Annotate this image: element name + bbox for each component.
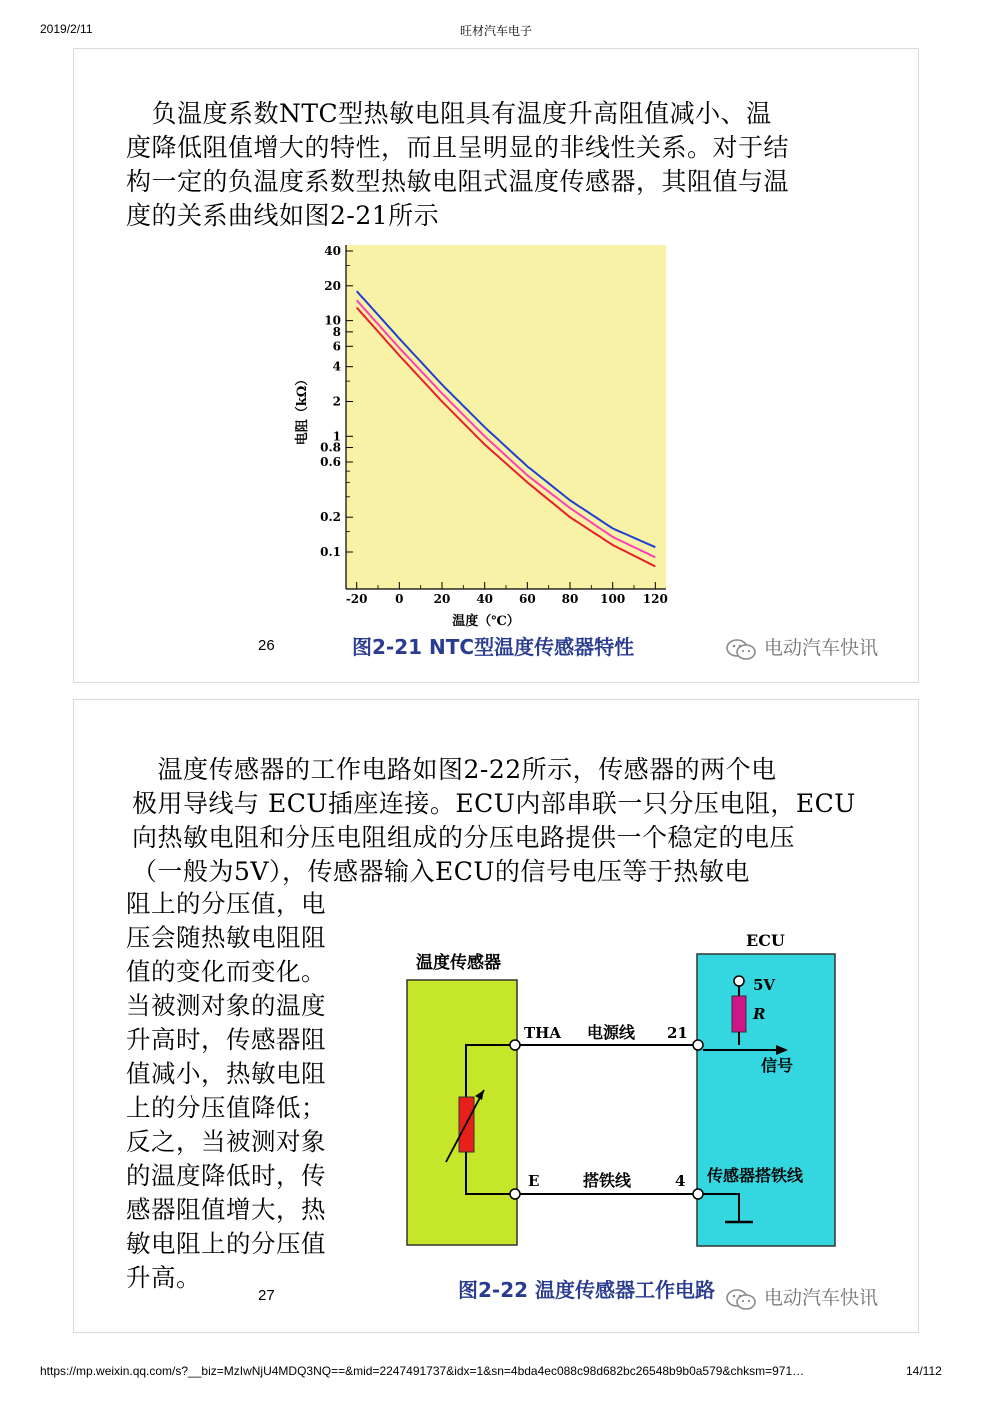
x-tick-label: -20 <box>345 592 368 606</box>
y-tick-label: 20 <box>324 278 341 293</box>
y-tick-label: 0.8 <box>320 440 341 455</box>
paragraph-line: （一般为5V），传感器输入ECU的信号电压等于热敏电 <box>132 857 750 886</box>
x-tick-label: 100 <box>600 592 626 606</box>
x-tick-label: 40 <box>476 592 494 606</box>
sensor-ground-label: 传感器搭铁线 <box>707 1166 804 1185</box>
side-text-line: 当被测对象的温度 <box>126 991 326 1020</box>
side-text-line: 的温度降低时，传 <box>126 1161 326 1190</box>
side-text-line: 反之，当被测对象 <box>126 1127 326 1156</box>
y-tick-label: 6 <box>332 339 341 354</box>
y-tick-label: 10 <box>324 313 341 328</box>
watermark-text: 电动汽车快讯 <box>764 637 879 659</box>
x-tick-label: 20 <box>433 592 451 606</box>
y-tick-label: 2 <box>332 394 341 409</box>
side-text-line: 压会随热敏电阻阻 <box>126 923 326 952</box>
chart-plot-area <box>346 245 666 589</box>
tha-terminal <box>510 1040 520 1050</box>
y-tick-label: 8 <box>332 324 341 339</box>
slide-27 <box>73 699 919 1333</box>
wechat-icon <box>724 637 758 661</box>
side-text-line: 值减小，热敏电阻 <box>126 1059 326 1088</box>
watermark <box>724 633 878 661</box>
ecu-box <box>697 954 835 1246</box>
slide1-paragraph <box>126 97 789 233</box>
chart-x-label: 温度（℃） <box>452 614 520 629</box>
side-text-line: 阻上的分压值，电 <box>126 889 326 918</box>
side-text-line: 感器阻值增大，热 <box>126 1195 326 1224</box>
x-tick-label: 80 <box>561 592 579 606</box>
slide-26 <box>73 48 919 683</box>
paragraph-line: 负温度系数NTC型热敏电阻具有温度升高阻值减小、温 <box>126 99 772 128</box>
wechat-icon <box>724 1287 758 1311</box>
watermark <box>724 1283 878 1311</box>
y-tick-label: 0.1 <box>320 545 341 559</box>
side-text-line: 值的变化而变化。 <box>126 957 326 986</box>
side-text-line: 敏电阻上的分压值 <box>126 1229 326 1258</box>
ntc-chart <box>74 239 920 684</box>
x-tick-label: 0 <box>395 592 404 606</box>
x-tick-label: 120 <box>642 592 668 606</box>
power-wire-label: 电源线 <box>587 1023 636 1042</box>
pin21-label: 21 <box>667 1024 688 1042</box>
side-text-line: 升高。 <box>126 1263 201 1292</box>
figure-caption: 图2-21 NTC型温度传感器特性 <box>352 635 635 659</box>
divider-resistor <box>732 996 746 1032</box>
e-label: E <box>528 1172 540 1190</box>
sensor-label: 温度传感器 <box>416 953 501 973</box>
page-number: 26 <box>258 637 275 654</box>
side-text-line: 升高时，传感器阻 <box>126 1025 326 1054</box>
sensor-circuit-diagram <box>74 700 920 1334</box>
paragraph-line: 温度传感器的工作电路如图2-22所示，传感器的两个电 <box>132 755 777 784</box>
print-title: 旺材汽车电子 <box>459 24 532 38</box>
y-tick-label: 0.6 <box>320 454 341 469</box>
paragraph-line: 极用导线与 ECU插座连接。ECU内部串联一只分压电阻，ECU <box>132 789 856 818</box>
pin4-terminal <box>693 1189 703 1199</box>
x-tick-label: 60 <box>518 592 536 606</box>
supply-label: 5V <box>753 976 776 994</box>
paragraph-line: 向热敏电阻和分压电阻组成的分压电路提供一个稳定的电压 <box>132 823 796 852</box>
ground-wire-label: 搭铁线 <box>583 1171 632 1190</box>
paragraph-line: 度降低阻值增大的特性，而且呈明显的非线性关系。对于结 <box>126 133 790 162</box>
y-tick-label: 1 <box>332 429 341 444</box>
side-text-line: 上的分压值降低； <box>126 1093 326 1122</box>
paragraph-line: 构一定的负温度系数型热敏电阻式温度传感器，其阻值与温 <box>126 167 790 196</box>
watermark-text: 电动汽车快讯 <box>764 1287 879 1309</box>
tha-label: THA <box>524 1024 561 1042</box>
e-terminal <box>510 1189 520 1199</box>
pin4-label: 4 <box>675 1172 686 1190</box>
print-date: 2019/2/11 <box>40 22 93 36</box>
figure-caption: 图2-22 温度传感器工作电路 <box>458 1278 716 1302</box>
paragraph-line: 度的关系曲线如图2-21所示 <box>126 201 440 230</box>
y-tick-label: 0.2 <box>320 510 341 525</box>
y-tick-label: 40 <box>324 244 341 258</box>
signal-label: 信号 <box>761 1056 794 1075</box>
y-tick-label: 4 <box>332 359 341 374</box>
print-url: https://mp.weixin.qq.com/s?__biz=MzIwNjU4MDQ3NQ==&mid=2247491737&idx=1&sn=4bda4ec088c98d682bc26548b9b0a579&chksm=971… <box>40 1364 805 1378</box>
resistor-label: R <box>753 1005 766 1023</box>
chart-y-label: 电阻（kΩ） <box>295 372 310 446</box>
ecu-label: ECU <box>746 931 785 950</box>
supply-terminal <box>734 976 744 986</box>
page-number: 27 <box>258 1287 275 1304</box>
pin21-terminal <box>693 1040 703 1050</box>
print-page: 14/112 <box>906 1364 942 1378</box>
